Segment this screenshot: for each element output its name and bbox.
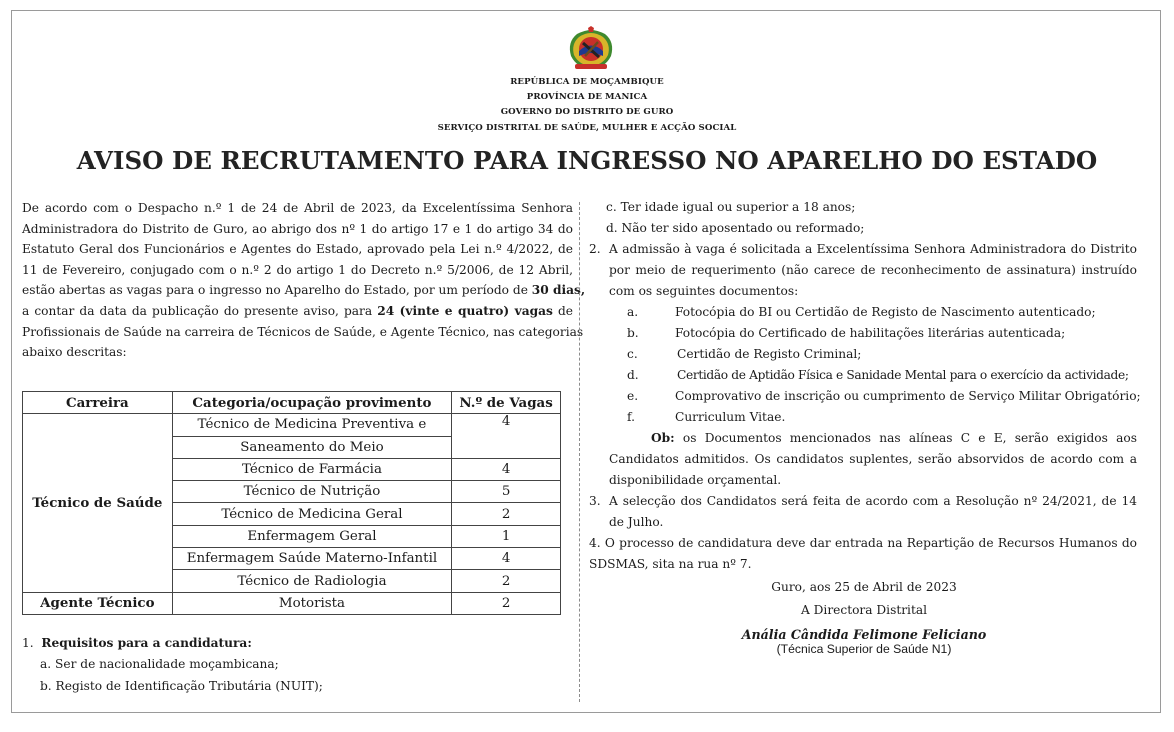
intro-line [22, 280, 586, 301]
requirement-item: a. Ser de nacionalidade moçambicana; [40, 657, 279, 671]
category-cell: Técnico de Radiologia [172, 570, 452, 592]
observation-line [651, 431, 1137, 445]
item2-line: com os seguintes documentos: [609, 284, 799, 298]
vacancy-count-cell: 4 [452, 458, 561, 480]
vacancies-table [22, 391, 561, 615]
intro-line: Administradora do Distrito de Guro, ao abrigo dos nº 1 do artigo 17 e 1 do artigo 34 do [22, 221, 573, 236]
item2-line [609, 242, 1137, 256]
item3-line: de Julho. [609, 515, 664, 529]
doc-item: Certidão de Aptidão Física e Sanidade Mental para o exercício da actividade; [677, 368, 1129, 382]
requirement-item: b. Registo de Identificação Tributária (NUIT); [40, 679, 323, 693]
header-government: GOVERNO DO DISTRITO DE GURO [500, 107, 674, 117]
doc-letter: f. [627, 410, 635, 424]
header-province: PROVÍNCIA DE MANICA [526, 92, 648, 102]
item3-text: A selecção dos Candidatos será feita de acordo com a Resolução nº 24/2021, de 14 [609, 494, 1137, 508]
header-republic: REPÚBLICA DE MOÇAMBIQUE [510, 77, 664, 87]
requirements-title: Requisitos para a candidatura: [41, 636, 252, 650]
list-number: 1. [22, 636, 34, 650]
intro-paragraph [22, 198, 586, 363]
category-cell: Técnico de Medicina Geral [172, 503, 452, 525]
category-cell: Motorista [172, 592, 452, 614]
table-header-row [23, 392, 561, 414]
signatory-title: (Técnica Superior de Saúde N1) [776, 642, 952, 656]
item3-line [609, 494, 1137, 508]
requirement-item: d. Não ter sido aposentado ou reformado; [606, 221, 865, 235]
intro-text: estão abertas as vagas para o ingresso no Aparelho do Estado, por um período de [22, 283, 532, 298]
doc-letter: c. [627, 347, 638, 361]
category-cell: Técnico de Nutrição [172, 481, 452, 503]
category-cell: Técnico de Medicina Preventiva e [172, 414, 452, 436]
intro-line: De acordo com o Despacho n.º 1 de 24 de Abril de 2023, da Excelentíssima Senhora [22, 201, 573, 215]
column-divider [579, 202, 580, 702]
doc-item: Comprovativo de inscrição ou cumprimento de Serviço Militar Obrigatório; [675, 389, 1141, 403]
item2-line [609, 263, 1137, 277]
career-cell: Agente Técnico [23, 592, 173, 614]
vacancy-count-cell: 1 [452, 525, 561, 547]
vacancies-highlight: 24 (vinte e quatro) vagas [377, 303, 553, 318]
table-row [23, 414, 561, 436]
intro-text: de [552, 303, 573, 318]
list-number: 2. [589, 242, 601, 256]
requirements-heading [22, 636, 252, 650]
item4-line: SDSMAS, sita na rua nº 7. [589, 557, 752, 571]
category-cell: Técnico de Farmácia [172, 458, 452, 480]
item2-text: por meio de requerimento (não carece de reconhecimento de assinatura) instruído [609, 263, 1137, 277]
doc-letter: b. [627, 326, 639, 340]
signatory-role: A Directora Distrital [800, 603, 928, 617]
item2-text: A admissão à vaga é solicitada a Excelentíssima Senhora Administradora do Distrito [609, 242, 1137, 256]
requirement-item: c. Ter idade igual ou superior a 18 anos; [606, 200, 856, 214]
intro-line: abaixo descritas: [22, 345, 127, 360]
vacancy-count-cell: 4 [452, 414, 561, 459]
table-row [23, 592, 561, 614]
signatory-name: Anália Cândida Felimone Feliciano [741, 627, 987, 642]
list-number: 3. [589, 494, 601, 508]
doc-letter: d. [627, 368, 639, 382]
observation-text: Candidatos admitidos. Os candidatos suplentes, serão absorvidos de acordo com a [609, 452, 1137, 466]
item4-line [589, 536, 1137, 550]
vacancy-count-cell: 5 [452, 481, 561, 503]
header-service: SERVIÇO DISTRITAL DE SAÚDE, MULHER E ACÇÃO SOCIAL [437, 123, 737, 133]
column-header: Carreira [23, 392, 173, 414]
category-cell: Enfermagem Saúde Materno-Infantil [172, 548, 452, 570]
place-date: Guro, aos 25 de Abril de 2023 [771, 580, 957, 594]
career-cell: Técnico de Saúde [23, 414, 173, 592]
doc-letter: e. [627, 389, 639, 403]
doc-letter: a. [627, 305, 639, 319]
observation-line: disponibilidade orçamental. [609, 473, 782, 487]
intro-text: a contar da data da publicação do presente aviso, para [22, 303, 378, 318]
item4-text: 4. O processo de candidatura deve dar entrada na Repartição de Recursos Humanos do [589, 536, 1137, 550]
vacancy-count-cell: 2 [452, 592, 561, 614]
category-cell: Enfermagem Geral [172, 525, 452, 547]
observation-text: os Documentos mencionados nas alíneas C e E, serão exigidos aos [674, 431, 1137, 445]
doc-item: Fotocópia do Certificado de habilitações literárias autenticada; [675, 326, 1066, 340]
intro-line: Estatuto Geral dos Funcionários e Agentes do Estado, aprovado pela Lei n.º 4/2022, de [22, 242, 573, 257]
observation-line [609, 452, 1137, 466]
vacancy-count-cell: 2 [452, 570, 561, 592]
vacancy-count-cell: 4 [452, 548, 561, 570]
period-highlight: 30 dias, [531, 283, 586, 298]
doc-item: Fotocópia do BI ou Certidão de Registo de Nascimento autenticado; [675, 305, 1096, 319]
intro-line [22, 301, 573, 322]
page-title: AVISO DE RECRUTAMENTO PARA INGRESSO NO APARELHO DO ESTADO [76, 146, 1098, 175]
vacancy-count-cell: 2 [452, 503, 561, 525]
column-header: N.º de Vagas [452, 392, 561, 414]
observation-label: Ob: [651, 431, 675, 445]
doc-item: Certidão de Registo Criminal; [677, 347, 862, 361]
mozambique-emblem-icon [565, 26, 617, 72]
intro-line: 11 de Fevereiro, conjugado com o n.º 2 do artigo 1 do Decreto n.º 5/2006, de 12 Abril, [22, 262, 573, 277]
intro-line: Profissionais de Saúde na carreira de Técnicos de Saúde, e Agente Técnico, nas categorias [22, 324, 584, 339]
doc-item: Curriculum Vitae. [675, 410, 786, 424]
column-header: Categoria/ocupação provimento [172, 392, 452, 414]
category-cell: Saneamento do Meio [172, 436, 452, 458]
